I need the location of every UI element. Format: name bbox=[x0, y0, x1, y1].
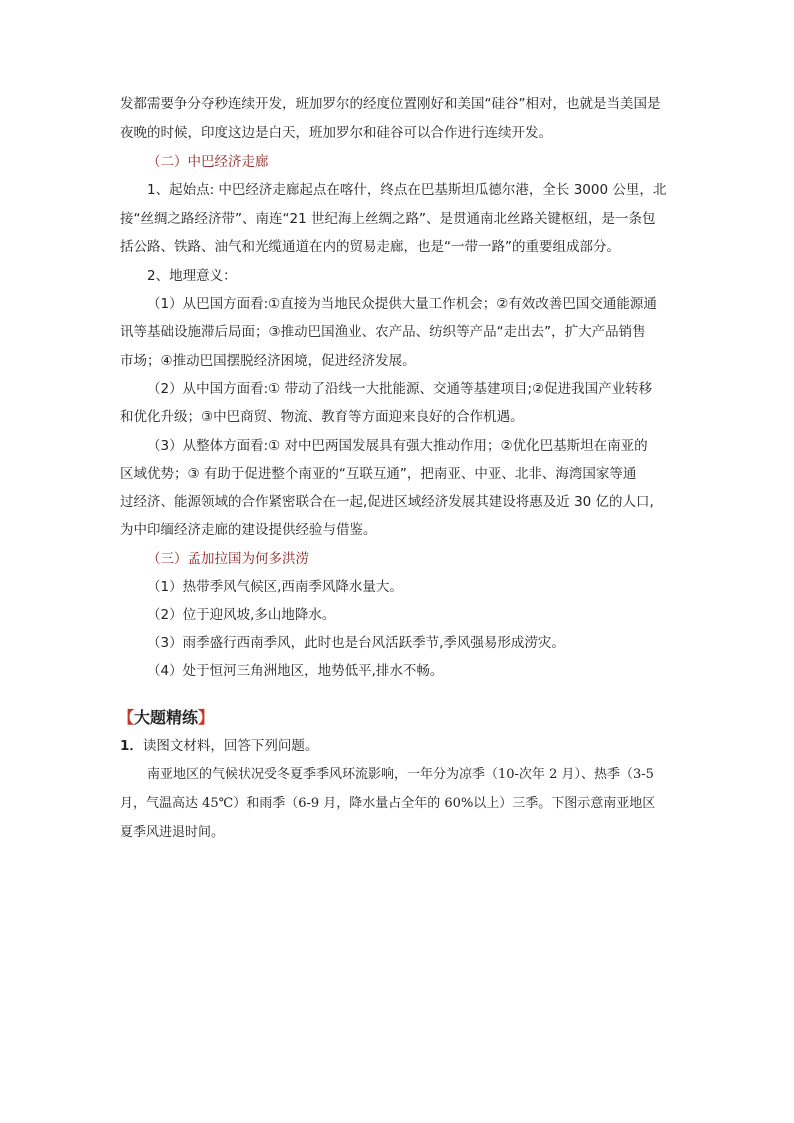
question-number: 1． bbox=[120, 738, 143, 754]
material-line: 南亚地区的气候状况受冬夏季季风环流影响，一年分为凉季（10-次年 2 月）、热季（3-5 bbox=[147, 767, 654, 782]
paragraph-line: 过经济、能源领域的合作紧密联合在一起,促进区域经济发展其建设将惠及近 30 亿的人口, bbox=[120, 494, 654, 510]
paragraph-line: 市场；④推动巴国摆脱经济困境，促进经济发展。 bbox=[120, 353, 416, 369]
list-item: （2）位于迎风坡,多山地降水。 bbox=[147, 607, 336, 623]
question-header bbox=[120, 737, 318, 755]
paragraph-line: 和优化升级；③中巴商贸、物流、教育等方面迎来良好的合作机遇。 bbox=[120, 409, 524, 425]
paragraph-line: 括公路、铁路、油气和光缆通道在内的贸易走廊，也是“一带一路”的重要组成部分。 bbox=[120, 239, 620, 255]
paragraph-line: 为中印缅经济走廊的建设提供经验与借鉴。 bbox=[120, 522, 377, 538]
paragraph-line: 夜晚的时候，印度这边是白天，班加罗尔和硅谷可以合作进行连续开发。 bbox=[120, 125, 552, 141]
paragraph-line: （3）从整体方面看:① 对中巴两国发展具有强大推动作用；②优化巴基斯坦在南亚的 bbox=[147, 438, 648, 454]
bracket-left: 【 bbox=[118, 708, 135, 727]
paragraph-line: 2、地理意义： bbox=[147, 268, 237, 284]
list-item: （4）处于恒河三角洲地区，地势低平,排水不畅。 bbox=[147, 663, 444, 679]
list-item: （1）热带季风气候区,西南季风降水量大。 bbox=[147, 579, 403, 595]
paragraph-line: 讯等基础设施滞后局面；③推动巴国渔业、农产品、纺织等产品“走出去”，扩大产品销售 bbox=[120, 324, 646, 340]
list-item: （3）雨季盛行西南季风，此时也是台风活跃季节,季风强易形成涝灾。 bbox=[147, 635, 565, 651]
question-prompt: 读图文材料，回答下列问题。 bbox=[142, 738, 319, 754]
material-line: 夏季风进退时间。 bbox=[120, 825, 225, 840]
bracket-right: 】 bbox=[198, 708, 215, 727]
paragraph-line: 区域优势；③ 有助于促进整个南亚的“互联互通”，把南亚、中亚、北非、海湾国家等通 bbox=[120, 466, 637, 482]
paragraph-line: 发都需要争分夺秒连续开发，班加罗尔的经度位置刚好和美国“硅谷”相对，也就是当美国是 bbox=[120, 96, 661, 112]
section-title bbox=[118, 705, 214, 728]
section-title-text: 大题精练 bbox=[134, 708, 199, 727]
paragraph-line: 接“丝绸之路经济带”、南连“21 世纪海上丝绸之路”、是贯通南北丝路关键枢纽，是一条包 bbox=[120, 211, 656, 227]
paragraph-line: （2）从中国方面看:① 带动了沿线一大批能源、交通等基建项目;②促进我国产业转移 bbox=[147, 381, 653, 397]
paragraph-line: 1、起始点: 中巴经济走廊起点在喀什，终点在巴基斯坦瓜德尔港，全长 3000 公里，北 bbox=[147, 182, 667, 198]
subsection-heading: （三）孟加拉国为何多洪涝 bbox=[147, 551, 309, 567]
subsection-heading: （二）中巴经济走廊 bbox=[147, 154, 269, 170]
material-line: 月，气温高达 45℃）和雨季（6-9 月，降水量占全年的 60%以上）三季。下图示意南亚地区 bbox=[120, 796, 656, 811]
paragraph-line: （1）从巴国方面看:①直接为当地民众提供大量工作机会；②有效改善巴国交通能源通 bbox=[147, 296, 657, 312]
